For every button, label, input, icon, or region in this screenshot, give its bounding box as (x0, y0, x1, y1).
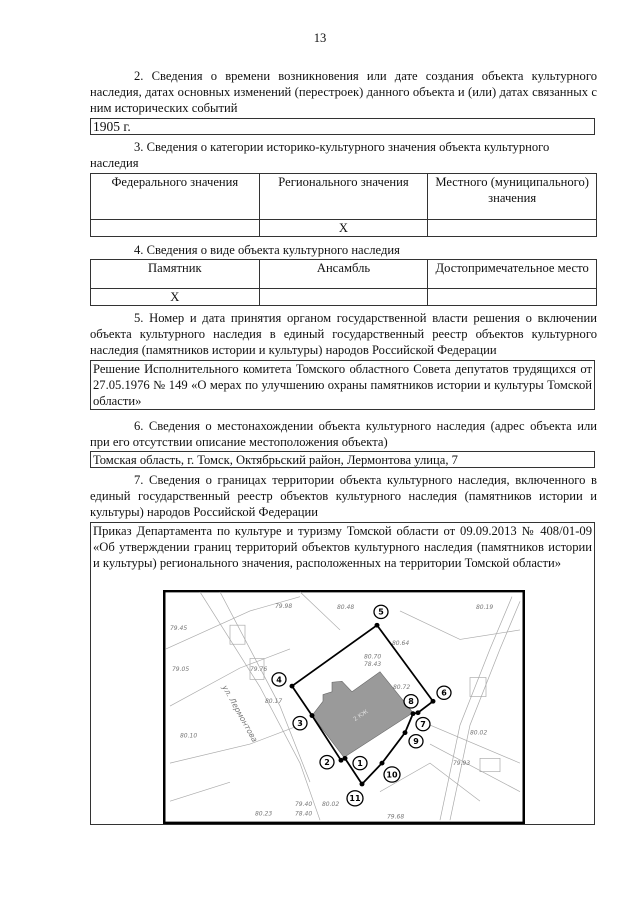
elev-label: 78.40 (295, 811, 313, 818)
point-marker-2 (320, 756, 334, 769)
col-local: Местного (муниципального) значения (428, 174, 597, 220)
elev-label: 80.72 (392, 685, 411, 691)
point-marker-4 (272, 673, 286, 686)
elev-label: 79.93 (453, 761, 471, 767)
value-landmark (428, 289, 597, 306)
street-label: ул. Лермонтова (220, 683, 260, 744)
elev-label: 79.40 (295, 802, 313, 808)
col-landmark: Достопримечательное место (428, 260, 597, 289)
section7-heading: 7. Сведения о границах территории объекта культурного наследия, включенного в единый государственный реестр объектов культурного наследия (памятников истории и культуры) народов Российской Федерации (90, 473, 597, 519)
section4-table (90, 259, 597, 306)
col-federal: Федерального значения (91, 174, 260, 220)
value-local (428, 220, 597, 237)
section3-heading: 3. Сведения о категории историко-культурного значения объекта культурного наследия (90, 140, 550, 170)
elev-label: 80.23 (254, 811, 273, 818)
svg-text:2: 2 (324, 758, 330, 767)
elev-label: 80.10 (179, 733, 198, 740)
elev-label: 79.05 (172, 666, 190, 673)
elev-label: 80.19 (475, 605, 494, 611)
svg-text:9: 9 (413, 737, 419, 747)
point-marker-6 (437, 686, 451, 699)
section5-value: Решение Исполнительного комитета Томского областного Совета депутатов трудящихся от 27.05.1976 № 149 «О мерах по улучшению охраны памятников истории и культуры Томской области» (90, 360, 595, 410)
point-marker-3 (293, 717, 307, 730)
boundary-map (163, 590, 525, 824)
section7-value: Приказ Департамента по культуре и туризму Томской области от 09.09.2013 № 408/01-09 «Об утверждении границ территорий объектов культурного наследия (памятников истории и культуры) регионального значения, расположенных на территории Томской области» (93, 524, 592, 570)
col-monument: Памятник (91, 260, 260, 289)
elev-label: 79.68 (387, 814, 405, 821)
svg-text:8: 8 (408, 697, 414, 707)
value-monument: Х (91, 289, 260, 306)
elev-label: 79.76 (250, 666, 268, 673)
point-marker-10 (384, 767, 400, 782)
elev-label: 80.02 (322, 802, 340, 808)
value-regional: Х (259, 220, 428, 237)
elev-label: 80.70 (363, 654, 382, 661)
section6-heading: 6. Сведения о местонахождении объекта культурного наследия (адрес объекта или при его отсутствии описание местоположения объекта) (90, 419, 597, 449)
elev-label: 79.98 (275, 604, 293, 611)
svg-text:7: 7 (420, 720, 426, 729)
value-federal (91, 220, 260, 237)
page-number: 13 (313, 31, 327, 45)
point-marker-11 (347, 791, 363, 806)
col-regional: Регионального значения (259, 174, 428, 220)
svg-text:10: 10 (386, 770, 398, 780)
section6-value: Томская область, г. Томск, Октябрьский район, Лермонтова улица, 7 (90, 451, 595, 468)
section5-heading: 5. Номер и дата принятия органом государственной власти решения о включении объекта культурного наследия в единый государственный реестр объектов культурного наследия (памятников истории и культуры) народов Российской Федерации (90, 311, 597, 357)
svg-text:1: 1 (357, 759, 363, 768)
svg-text:11: 11 (349, 794, 361, 804)
col-ensemble: Ансамбль (259, 260, 428, 289)
svg-text:4: 4 (276, 675, 282, 685)
value-ensemble (259, 289, 428, 306)
point-marker-9 (409, 735, 423, 748)
elev-label: 78.43 (363, 662, 382, 669)
elev-label: 80.48 (336, 605, 355, 611)
svg-text:6: 6 (441, 688, 447, 698)
elev-label: 79.45 (170, 626, 188, 632)
point-marker-1 (353, 756, 367, 769)
section4-heading: 4. Сведения о виде объекта культурного наследия (134, 243, 400, 257)
section3-table (90, 173, 597, 237)
point-marker-7 (416, 717, 430, 730)
elev-label: 80.64 (392, 641, 410, 648)
section2-heading: 2. Сведения о времени возникновения или дате создания объекта культурного наследия, датах основных изменений (перестроек) данного объекта и (или) датах связанных с ним исторических событий (90, 69, 597, 115)
point-marker-8 (404, 695, 418, 708)
elev-label: 80.17 (265, 699, 283, 706)
section2-value: 1905 г. (90, 118, 595, 135)
elev-label: 80.02 (470, 730, 488, 737)
building-label: 2 КЖ (352, 709, 370, 723)
svg-text:3: 3 (297, 719, 303, 728)
point-marker-5 (374, 605, 388, 618)
svg-text:5: 5 (378, 607, 384, 617)
